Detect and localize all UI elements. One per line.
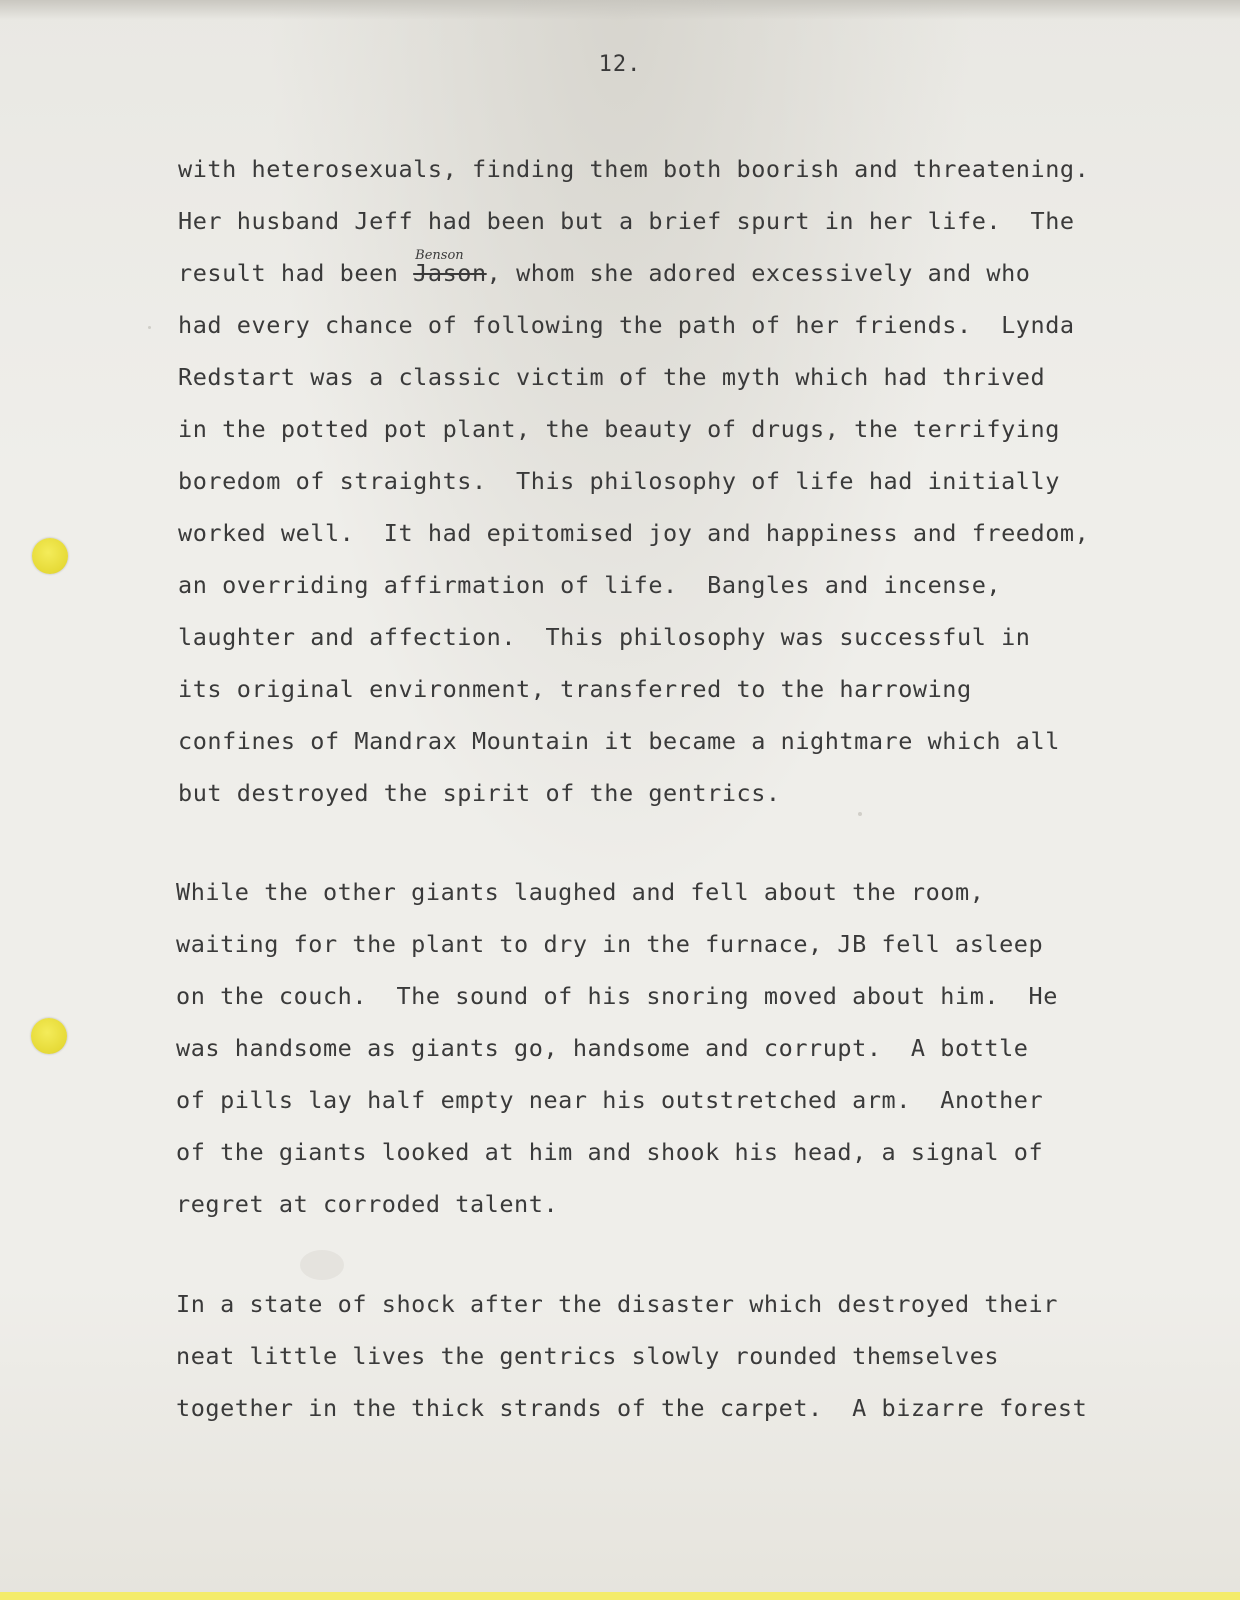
text-line: with heterosexuals, finding them both boorish and threatening. [178, 155, 1090, 183]
struck-word [413, 248, 487, 287]
punch-hole-top [32, 538, 68, 574]
text-line: was handsome as giants go, handsome and corrupt. A bottle [176, 1034, 1029, 1062]
text-line: regret at corroded talent. [176, 1190, 559, 1218]
text-line: laughter and affection. This philosophy was successful in [178, 623, 1031, 651]
paragraph-3 [176, 1278, 1176, 1434]
text-line-with-correction [178, 247, 1178, 299]
text-line: had every chance of following the path of her friends. Lynda [178, 311, 1075, 339]
text-line: In a state of shock after the disaster which destroyed their [176, 1290, 1058, 1318]
paper-stain [300, 1250, 344, 1280]
text-line: an overriding affirmation of life. Bangles and incense, [178, 571, 1002, 599]
struck-word-text: Jason [413, 259, 487, 287]
text-line: together in the thick strands of the carpet. A bizarre forest [176, 1394, 1088, 1422]
page-number: 12. [598, 52, 642, 77]
top-edge-shadow [0, 0, 1240, 20]
text-line: its original environment, transferred to the harrowing [178, 675, 972, 703]
paragraph-1 [178, 143, 1178, 819]
text-line: in the potted pot plant, the beauty of drugs, the terrifying [178, 415, 1060, 443]
text-line: waiting for the plant to dry in the furnace, JB fell asleep [176, 930, 1044, 958]
text-line: but destroyed the spirit of the gentrics. [178, 779, 781, 807]
bottom-yellow-edge [0, 1592, 1240, 1600]
text-line: worked well. It had epitomised joy and happiness and freedom, [178, 519, 1090, 547]
text-line: boredom of straights. This philosophy of life had initially [178, 467, 1060, 495]
text-line: Redstart was a classic victim of the myth which had thrived [178, 363, 1046, 391]
text-segment: result had been [178, 259, 414, 287]
paragraph-2 [176, 866, 1176, 1230]
punch-hole-bottom [31, 1018, 67, 1054]
text-line: confines of Mandrax Mountain it became a nightmare which all [178, 727, 1060, 755]
text-line: on the couch. The sound of his snoring moved about him. He [176, 982, 1058, 1010]
text-line: neat little lives the gentrics slowly rounded themselves [176, 1342, 1000, 1370]
text-line: Her husband Jeff had been but a brief spurt in her life. The [178, 207, 1075, 235]
text-line: While the other giants laughed and fell about the room, [176, 878, 985, 906]
text-line: of pills lay half empty near his outstretched arm. Another [176, 1086, 1044, 1114]
paper-speck [148, 326, 151, 329]
handwritten-correction: Benson [415, 248, 464, 263]
text-segment: , whom she adored excessively and who [486, 259, 1031, 287]
text-line: of the giants looked at him and shook his head, a signal of [176, 1138, 1044, 1166]
